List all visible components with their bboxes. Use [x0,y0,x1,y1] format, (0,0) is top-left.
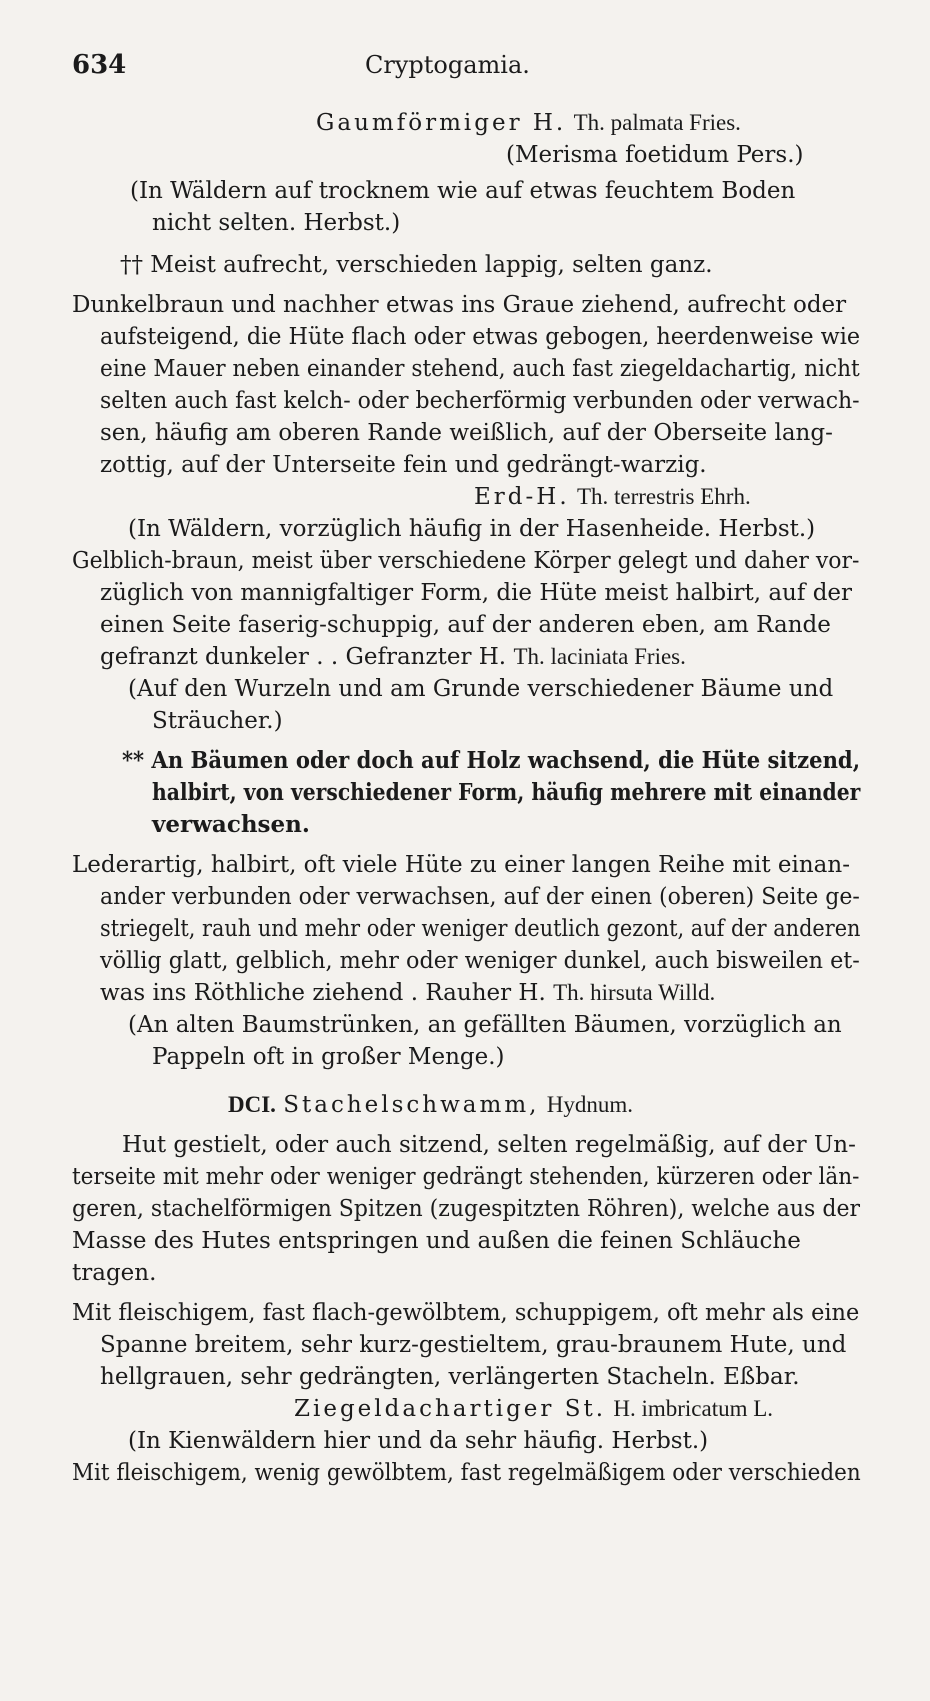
description-line [72,850,850,880]
text-line: (Merisma foetidum Pers.) [506,142,804,168]
description-line [100,946,860,976]
text-line: (Auf den Wurzeln und am Grunde verschiedener Bäume und [128,676,834,702]
text-line: (An alten Baumstrünken, an gefällten Bäumen, vorzüglich an [128,1012,842,1038]
page-header [72,50,126,81]
text-line: ** An Bäumen oder doch auf Holz wachsend, die Hüte sitzend, [122,747,861,774]
latin-name: Hydnum. [546,1092,633,1117]
species-name: was ins Röthliche ziehend . Rauher H. [100,980,546,1006]
text-line: †† Meist aufrecht, verschieden lappig, selten ganz. [120,252,713,278]
latin-name: H. imbricatum L. [613,1396,774,1421]
description-line [100,386,860,416]
text-line: Sträucher.) [152,708,283,734]
text-line: Mit fleischigem, fast flach-gewölbtem, schuppigem, oft mehr als eine [72,1300,860,1326]
habitat-line [152,208,400,238]
description-line [100,322,860,352]
text-line: Pappeln oft in großer Menge.) [152,1044,505,1070]
description-line [72,1162,859,1192]
habitat-line [128,514,815,544]
species-name: Gaumförmiger H. [316,110,567,136]
text-line: züglich von mannigfaltiger Form, die Hüte meist halbirt, auf der [100,580,853,606]
species-name: gefranzt dunkeler . . Gefranzter H. [100,644,507,670]
description-line [72,1194,860,1224]
text-line: striegelt, rauh und mehr oder weniger deutlich gezont, auf der anderen [100,916,861,942]
latin-name: Th. laciniata Fries. [513,644,686,669]
text-line: (In Kienwäldern hier und da sehr häufig. Herbst.) [128,1428,709,1454]
text-line: Gelblich-braun, meist über verschiedene Körper gelegt und daher vor- [72,548,860,574]
text-line: geren, stachelförmigen Spitzen (zugespitzten Röhren), welche aus der [72,1196,860,1222]
section-title: Stachelschwamm, [283,1092,540,1118]
subgroup-heading [122,746,860,776]
running-title-wrap [365,50,530,81]
text-line: Masse des Hutes entspringen und außen die feinen Schläuche [72,1228,801,1254]
latin-name: Th. hirsuta Willd. [553,980,716,1005]
section-heading [228,1090,633,1120]
text-line: verwachsen. [152,811,310,838]
text-line: halbirt, von verschiedener Form, häufig mehrere mit einander [152,779,861,806]
description-line [100,354,860,384]
species-line [294,1394,773,1424]
text-line: einen Seite faserig-schuppig, auf der anderen eben, am Rande [100,612,831,638]
description-line [100,450,707,480]
text-line: aufsteigend, die Hüte flach oder etwas gebogen, heerdenweise wie [100,324,861,350]
text-line: zottig, auf der Unterseite fein und gedrängt-warzig. [100,452,707,478]
latin-name: Th. terrestris Ehrh. [576,484,751,509]
habitat-line [152,1042,505,1072]
text-line: nicht selten. Herbst.) [152,210,401,236]
description-line [100,610,831,640]
text-line: Mit fleischigem, wenig gewölbtem, fast regelmäßigem oder verschieden [72,1460,861,1486]
description-line [100,914,860,944]
description-line [100,418,833,448]
text-line: Spanne breitem, sehr kurz-gestieltem, grau-braunem Hute, und [100,1332,847,1358]
text-line: Hut gestielt, oder auch sitzend, selten regelmäßig, auf der Un- [122,1132,856,1158]
species-line [474,482,751,512]
description-line [100,1330,846,1360]
text-line: sen, häufig am oberen Rande weißlich, auf der Oberseite lang- [100,420,833,446]
habitat-line [128,1426,708,1456]
text-line: Lederartig, halbirt, oft viele Hüte zu einer langen Reihe mit einan- [72,852,850,878]
text-line: (In Wäldern, vorzüglich häufig in der Hasenheide. Herbst.) [128,516,816,542]
species-name: Erd-H. [474,484,570,510]
text-line: tragen. [72,1260,157,1286]
description-line [122,1130,856,1160]
habitat-line [130,176,795,206]
description-line [72,546,859,576]
text-line: ander verbunden oder verwachsen, auf der einen (oberen) Seite ge- [100,884,860,910]
running-title: Cryptogamia. [365,51,530,79]
text-line: hellgrauen, sehr gedrängten, verlängerten Stacheln. Eßbar. [100,1364,800,1390]
latin-name: Th. palmata Fries. [573,110,741,135]
description-line [72,1458,861,1488]
page-number: 634 [72,50,127,80]
text-line: (In Wäldern auf trocknem wie auf etwas feuchtem Boden [130,178,796,204]
subgroup-heading [120,250,713,280]
description-line [100,882,860,912]
text-line: selten auch fast kelch- oder becherförmig verbunden oder verwach- [100,388,860,414]
description-line [72,1258,156,1288]
description-line [72,1226,801,1256]
subgroup-heading [152,778,860,808]
description-line [100,1362,800,1392]
text-line: terseite mit mehr oder weniger gedrängt stehenden, kürzeren oder län- [72,1164,860,1190]
species-name: Ziegeldachartiger St. [294,1396,607,1422]
text-line: eine Mauer neben einander stehend, auch fast ziegeldachartig, nicht [100,356,860,382]
subgroup-heading [152,810,310,840]
description-line [100,578,852,608]
species-line [316,108,741,138]
section-numeral: DCI. [228,1092,276,1117]
species-line [100,642,686,672]
habitat-line [128,674,833,704]
synonym-line [506,140,803,170]
species-line [100,978,715,1008]
habitat-line [152,706,283,736]
description-line [72,290,846,320]
description-line [72,1298,859,1328]
habitat-line [128,1010,842,1040]
text-line: Dunkelbraun und nachher etwas ins Graue ziehend, aufrecht oder [72,292,847,318]
text-line: völlig glatt, gelblich, mehr oder weniger dunkel, auch bisweilen et- [100,948,860,974]
